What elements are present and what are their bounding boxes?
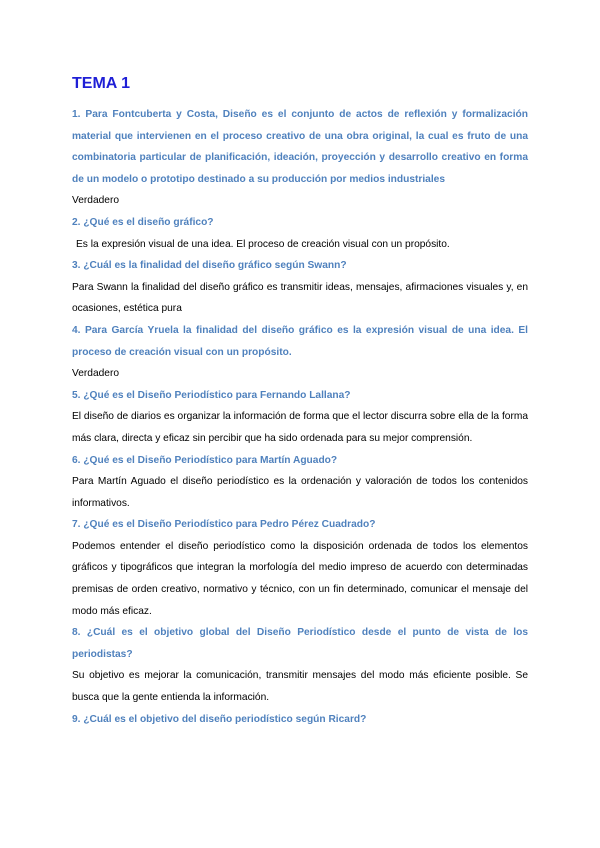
- answer-1: Verdadero: [72, 195, 120, 207]
- qa-item-4: [72, 320, 528, 385]
- answer-2: Es la expresión visual de una idea. El proceso de creación visual con un propósito.: [76, 238, 450, 250]
- question-2: 2. ¿Qué es el diseño gráfico?: [72, 216, 214, 228]
- qa-item-2: [72, 212, 528, 255]
- answer-5: El diseño de diarios es organizar la información de forma que el lector discurra sobre ella de la forma más clara, directa y eficaz sin percibir que ha sido ordenada para su mejor comprensión.: [72, 411, 528, 444]
- qa-item-7: [72, 514, 528, 622]
- qa-item-3: [72, 255, 528, 320]
- question-6: 6. ¿Qué es el Diseño Periodístico para Martín Aguado?: [72, 454, 338, 466]
- document-title: TEMA 1: [72, 75, 131, 92]
- question-8: 8. ¿Cuál es el objetivo global del Diseño Periodístico desde el punto de vista de los periodistas?: [72, 627, 528, 660]
- answer-8: Su objetivo es mejorar la comunicación, transmitir mensajes del modo más eficiente posible. Se busca que la gente entienda la información.: [72, 670, 528, 704]
- answer-7: Podemos entender el diseño periodístico como la disposición ordenada de todos los elementos gráficos y tipográficos que integran la morfología del medio impreso de acuerdo con determinadas premisas de orden creativo, normativo y técnico, con un fin determinado, comunicar el mensaje del modo más eficaz.: [72, 540, 528, 617]
- question-5: 5. ¿Qué es el Diseño Periodístico para Fernando Lallana?: [72, 389, 351, 401]
- answer-4: Verdadero: [72, 368, 120, 380]
- question-1: 1. Para Fontcuberta y Costa, Diseño es el conjunto de actos de reflexión y formalización material que intervienen en el proceso creativo de una obra original, la cual es fruto de una combinatoria particular de planificación, ideación, proyección y desarrollo creativo en forma de un modelo o prototipo destinado a su producción por medios industriales: [72, 109, 528, 185]
- qa-item-8: [72, 622, 528, 708]
- question-4: 4. Para García Yruela la finalidad del diseño gráfico es la expresión visual de una idea. El proceso de creación visual con un propósito.: [72, 324, 528, 358]
- answer-3: Para Swann la finalidad del diseño gráfico es transmitir ideas, mensajes, afirmaciones visuales y, en ocasiones, estética pura: [72, 281, 528, 315]
- question-3: 3. ¿Cuál es la finalidad del diseño gráfico según Swann?: [72, 260, 347, 272]
- qa-item-6: [72, 450, 528, 515]
- qa-item-5: [72, 385, 528, 450]
- answer-6: Para Martín Aguado el diseño periodístico es la ordenación y valoración de todos los contenidos informativos.: [72, 476, 528, 509]
- question-9: 9. ¿Cuál es el objetivo del diseño periodístico según Ricard?: [72, 713, 367, 725]
- qa-item-9: [72, 709, 528, 731]
- qa-item-1: [72, 104, 528, 212]
- question-7: 7. ¿Qué es el Diseño Periodístico para Pedro Pérez Cuadrado?: [72, 519, 376, 531]
